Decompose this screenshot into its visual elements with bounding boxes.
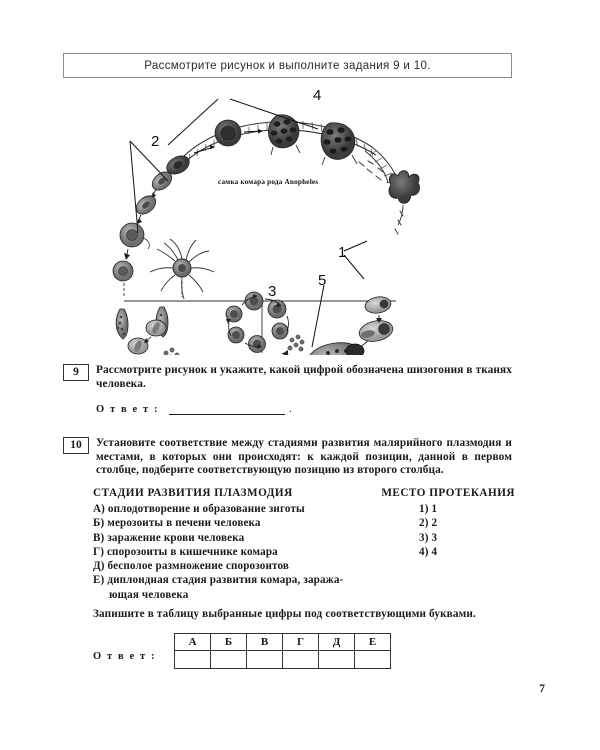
list-item: Г) спорозоиты в кишечнике комара <box>93 545 278 558</box>
table-row-headers <box>175 634 391 651</box>
list-item: 1) 1 <box>419 503 438 515</box>
stages-list <box>93 502 388 602</box>
list-item-line-2: ющая человека <box>109 588 189 601</box>
question-9-text: Рассмотрите рисунок и укажите, какой цифрой обозначена шизогония в тканях человека. <box>96 364 512 390</box>
list-item: 2) 2 <box>419 517 438 530</box>
grid-header-cell: Е <box>355 634 391 651</box>
grid-header-cell: Б <box>211 634 247 651</box>
grid-answer-cell[interactable] <box>283 651 319 669</box>
write-answers-instruction: Запишите в таблицу выбранные цифры под соответствующими буквами. <box>93 608 476 620</box>
matching-columns <box>93 487 515 602</box>
list-item-line-1: Е) диплоидная стадия развития комара, заража- <box>93 574 344 587</box>
grid-answer-cell[interactable] <box>319 651 355 669</box>
grid-answer-cell[interactable] <box>211 651 247 669</box>
question-9-number: 9 <box>63 364 89 381</box>
list-item: 3) 3 <box>419 531 438 544</box>
table-row-values <box>175 651 391 669</box>
answer-grid-table <box>174 633 391 669</box>
question-10-text: Установите соответствие между стадиями развития малярийного плазмодия и местами, в которых они происходят: к каждой позиции, данной в первом столбце, подберите соответствующую позицию из второго столбца. <box>96 437 512 477</box>
question-9-answer-period: . <box>289 403 292 415</box>
places-list <box>419 502 515 602</box>
grid-header-cell: А <box>175 634 211 651</box>
list-item: 4) 4 <box>419 545 438 558</box>
figure-label-1: 1 <box>338 244 347 261</box>
question-10-number: 10 <box>63 437 89 454</box>
list-item: Д) бесполое размножение спорозоитов <box>93 560 290 573</box>
figure-label-4: 4 <box>313 87 322 104</box>
grid-answer-cell[interactable] <box>175 651 211 669</box>
grid-answer-cell[interactable] <box>247 651 283 669</box>
instruction-banner <box>63 53 512 78</box>
instruction-banner-text: Рассмотрите рисунок и выполните задания 9 и 10. <box>144 59 431 72</box>
left-column-heading: СТАДИИ РАЗВИТИЯ ПЛАЗМОДИЯ <box>93 487 293 499</box>
question-10-answer-grid-wrap <box>93 633 391 669</box>
right-column-heading: МЕСТО ПРОТЕКАНИЯ <box>381 487 515 499</box>
list-item: В) заражение крови человека <box>93 531 245 544</box>
lifecycle-diagram-svg <box>110 85 440 355</box>
grid-header-cell: В <box>247 634 283 651</box>
grid-header-cell: Д <box>319 634 355 651</box>
question-9-answer-input[interactable] <box>169 403 285 415</box>
grid-answer-cell[interactable] <box>355 651 391 669</box>
page-number: 7 <box>539 683 545 695</box>
grid-header-cell: Г <box>283 634 319 651</box>
list-item: Б) мерозоиты в печени человека <box>93 517 261 530</box>
figure-label-3: 3 <box>268 283 277 300</box>
question-9-answer-label: О т в е т : <box>96 404 160 415</box>
figure-caption: самка комара рода Anopheles <box>218 178 319 186</box>
malaria-lifecycle-figure <box>110 85 440 355</box>
figure-label-2: 2 <box>151 133 160 150</box>
matching-column-body <box>93 502 515 602</box>
question-9-answer-row <box>96 403 292 415</box>
figure-label-5: 5 <box>318 272 327 289</box>
question-10-answer-label: О т в е т : <box>93 650 157 662</box>
matching-column-headings <box>93 487 515 499</box>
list-item: А) оплодотворение и образование зиготы <box>93 503 305 515</box>
list-item <box>93 573 388 602</box>
